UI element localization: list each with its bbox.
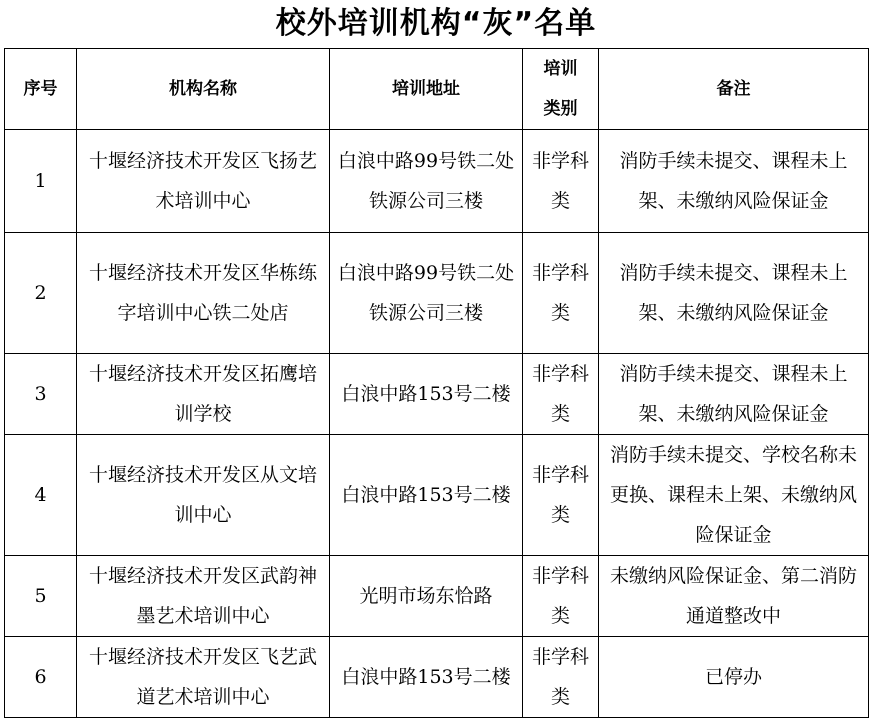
header-address: 培训地址 bbox=[330, 49, 523, 130]
table-row bbox=[5, 354, 869, 435]
row-address: 白浪中路153号二楼 bbox=[330, 637, 523, 718]
header-name: 机构名称 bbox=[77, 49, 330, 130]
table-row bbox=[5, 233, 869, 354]
row-category: 非学科类 bbox=[523, 354, 599, 435]
row-index: 3 bbox=[5, 354, 77, 435]
table-row bbox=[5, 556, 869, 637]
row-index: 6 bbox=[5, 637, 77, 718]
row-category: 非学科类 bbox=[523, 435, 599, 556]
row-remark: 消防手续未提交、学校名称未更换、课程未上架、未缴纳风险保证金 bbox=[599, 435, 869, 556]
row-remark: 消防手续未提交、课程未上架、未缴纳风险保证金 bbox=[599, 354, 869, 435]
row-name: 十堰经济技术开发区飞艺武道艺术培训中心 bbox=[77, 637, 330, 718]
row-address: 白浪中路153号二楼 bbox=[330, 435, 523, 556]
row-index: 4 bbox=[5, 435, 77, 556]
row-index: 1 bbox=[5, 130, 77, 233]
header-remark: 备注 bbox=[599, 49, 869, 130]
page-title: 校外培训机构“灰”名单 bbox=[275, 6, 597, 41]
row-address: 白浪中路153号二楼 bbox=[330, 354, 523, 435]
row-remark: 已停办 bbox=[599, 637, 869, 718]
row-name: 十堰经济技术开发区武韵神墨艺术培训中心 bbox=[77, 556, 330, 637]
gray-list-table bbox=[4, 48, 869, 718]
row-address: 白浪中路99号铁二处铁源公司三楼 bbox=[330, 130, 523, 233]
row-index: 5 bbox=[5, 556, 77, 637]
row-address: 白浪中路99号铁二处铁源公司三楼 bbox=[330, 233, 523, 354]
table-header-row bbox=[5, 49, 869, 130]
table-row bbox=[5, 637, 869, 718]
row-index: 2 bbox=[5, 233, 77, 354]
row-remark: 消防手续未提交、课程未上架、未缴纳风险保证金 bbox=[599, 233, 869, 354]
row-name: 十堰经济技术开发区从文培训中心 bbox=[77, 435, 330, 556]
row-name: 十堰经济技术开发区拓鹰培训学校 bbox=[77, 354, 330, 435]
row-name: 十堰经济技术开发区华栋练字培训中心铁二处店 bbox=[77, 233, 330, 354]
row-address: 光明市场东恰路 bbox=[330, 556, 523, 637]
header-index: 序号 bbox=[5, 49, 77, 130]
row-category: 非学科类 bbox=[523, 130, 599, 233]
row-category: 非学科类 bbox=[523, 637, 599, 718]
row-remark: 消防手续未提交、课程未上架、未缴纳风险保证金 bbox=[599, 130, 869, 233]
row-category: 非学科类 bbox=[523, 556, 599, 637]
row-remark: 未缴纳风险保证金、第二消防通道整改中 bbox=[599, 556, 869, 637]
row-name: 十堰经济技术开发区飞扬艺术培训中心 bbox=[77, 130, 330, 233]
table-row bbox=[5, 130, 869, 233]
table-row bbox=[5, 435, 869, 556]
header-category: 培训 类别 bbox=[523, 49, 599, 130]
row-category: 非学科类 bbox=[523, 233, 599, 354]
